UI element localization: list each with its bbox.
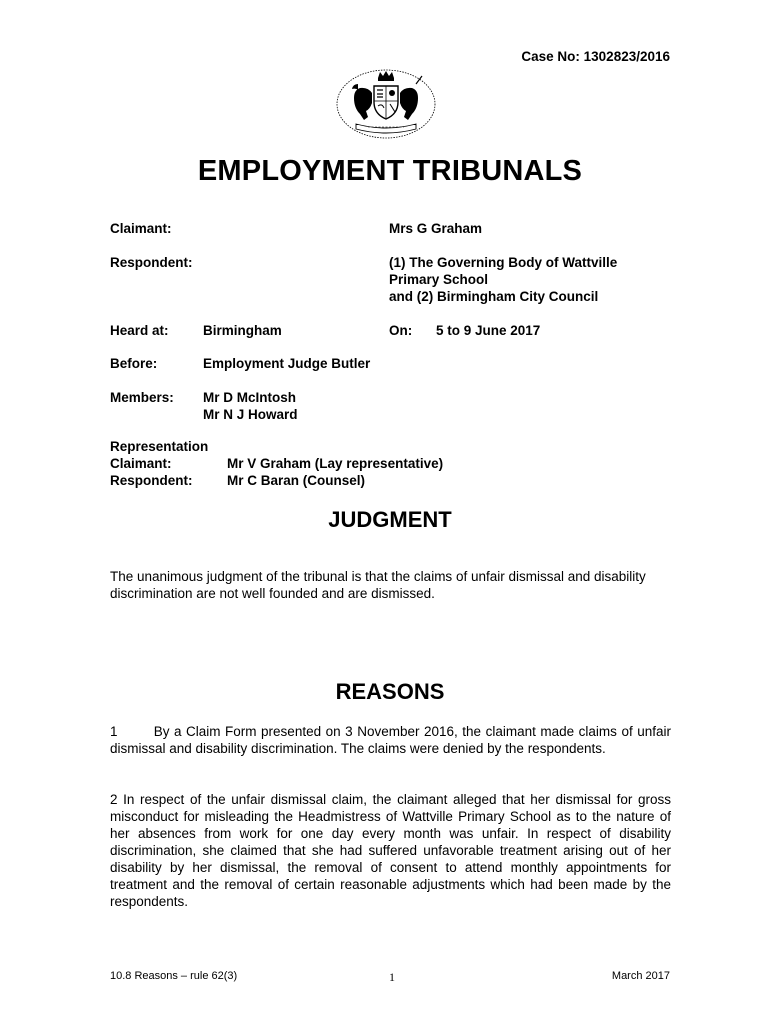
heard-at-value: Birmingham [203, 323, 282, 338]
respondent-label: Respondent: [110, 255, 193, 270]
before-label: Before: [110, 356, 158, 371]
respondent-line-3: and (2) Birmingham City Council [389, 289, 599, 304]
reasons-paragraph-2: 2 In respect of the unfair dismissal claim, the claimant alleged that her dismissal for gross misconduct for misleading the Headmistress of Wattville Primary School as to the nature of her absences from work for one day every month was unfair. In respect of disability discrimination, she claimed that she had suffered unfavorable treatment arising out of her disability by her dismissal, the removal of consent to attend monthly appointments for treatment and the removal of certain reasonable adjustments which had been made by the respondents. [110, 792, 671, 909]
representation-heading: Representation [110, 439, 209, 454]
judgment-text: The unanimous judgment of the tribunal is that the claims of unfair dismissal and disability discrimination are not well founded and are dismissed. [110, 569, 646, 601]
member-2: Mr N J Howard [203, 407, 298, 422]
footer-right: March 2017 [611, 970, 670, 982]
rep-respondent-label: Respondent: [110, 473, 193, 488]
respondent-line-2: Primary School [389, 272, 489, 287]
rep-claimant-label: Claimant: [110, 456, 172, 471]
on-value: 5 to 9 June 2017 [436, 323, 541, 338]
judgment-heading: JUDGMENT [328, 507, 452, 532]
on-label: On: [389, 323, 413, 338]
document-title: EMPLOYMENT TRIBUNALS [197, 155, 583, 187]
respondent-line-1: (1) The Governing Body of Wattville [389, 255, 618, 270]
members-label: Members: [110, 390, 174, 405]
royal-coat-of-arms-icon [334, 66, 438, 140]
before-value: Employment Judge Butler [203, 356, 371, 371]
member-1: Mr D McIntosh [203, 390, 296, 405]
reasons-paragraph-1: 1 By a Claim Form presented on 3 November 2016, the claimant made claims of unfair dismissal and disability discrimination. The claims were denied by the respondents. [110, 724, 671, 756]
claimant-value: Mrs G Graham [389, 221, 483, 236]
case-number: Case No: 1302823/2016 [521, 49, 670, 64]
rep-claimant-value: Mr V Graham (Lay representative) [227, 456, 444, 471]
page-number: 1 [389, 970, 395, 984]
heard-at-label: Heard at: [110, 323, 169, 338]
rep-respondent-value: Mr C Baran (Counsel) [227, 473, 366, 488]
claimant-label: Claimant: [110, 221, 172, 236]
reasons-heading: REASONS [335, 679, 445, 704]
footer-left: 10.8 Reasons – rule 62(3) [110, 970, 238, 982]
